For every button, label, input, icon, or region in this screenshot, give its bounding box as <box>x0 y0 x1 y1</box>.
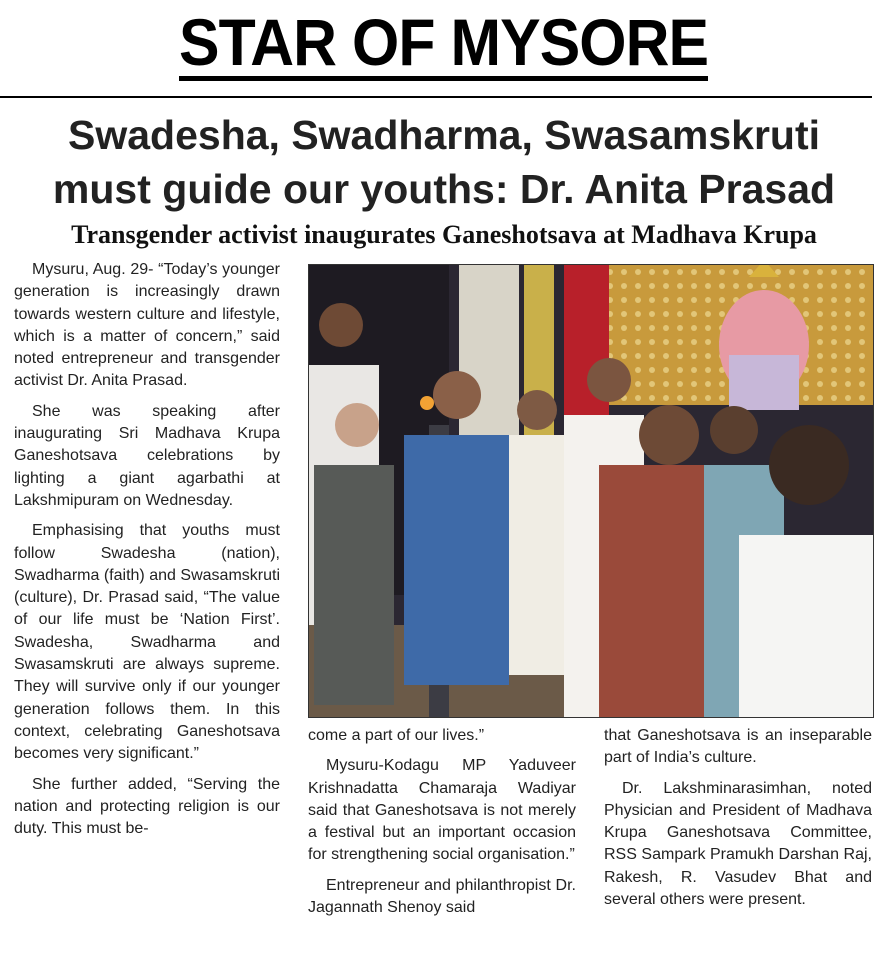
article-column-2 <box>308 725 576 927</box>
paragraph: Entrepreneur and philanthropist Dr. Jagannath Shenoy said <box>308 876 576 917</box>
paragraph: come a part of our lives.” <box>308 727 485 744</box>
article-column-1 <box>14 259 280 848</box>
paragraph: Emphasising that youths must follow Swadesha (nation), Swadharma (faith) and Swasamskruti (culture), Dr. Prasad said, “The value of our life must be ‘Nation First’. Swadesha, Swadharma and Swasamskruti are always supreme. They will survive only if our younger generation follows them. In this context, celebrating Ganeshotsava becomes very significant.” <box>14 522 280 763</box>
paragraph: Mysuru, Aug. 29- “Today’s younger generation is increasingly drawn towards western culture and lifestyle, which is a matter of concern,” said noted entrepreneur and transgender activist Dr. Anita Prasad. <box>14 261 280 390</box>
headline-line-1: Swadesha, Swadharma, Swasamskruti <box>68 112 820 158</box>
paragraph: that Ganeshotsava is an inseparable part of India’s culture. <box>604 727 872 767</box>
subheadline: Transgender activist inaugurates Ganeshotsava at Madhava Krupa <box>71 220 817 249</box>
paragraph: She further added, “Serving the nation and protecting religion is our duty. This must be- <box>14 775 280 838</box>
event-photo <box>308 264 874 718</box>
paragraph: She was speaking after inaugurating Sri Madhava Krupa Ganeshotsava celebrations by lighting a giant agarbathi at Lakshmipuram on Wednesday. <box>14 402 280 509</box>
article-column-3 <box>604 725 872 919</box>
newspaper-title: STAR OF MYSORE <box>179 5 709 79</box>
paragraph: Mysuru-Kodagu MP Yaduveer Krishnadatta Chamaraja Wadiyar said that Ganeshotsava is not merely a festival but an important occasion for strengthening social organisation.” <box>308 757 576 864</box>
headline <box>0 108 888 216</box>
headline-line-2: must guide our youths: Dr. Anita Prasad <box>52 166 836 212</box>
paragraph: Dr. Lakshminarasimhan, noted Physician and President of Madhava Krupa Ganeshotsava Committee, RSS Sampark Pramukh Darshan Raj, Rakesh, R. Vasudev Bhat and several others were present. <box>604 779 872 909</box>
masthead <box>0 0 888 88</box>
photo-illustration <box>309 265 873 717</box>
masthead-rule <box>0 96 872 98</box>
